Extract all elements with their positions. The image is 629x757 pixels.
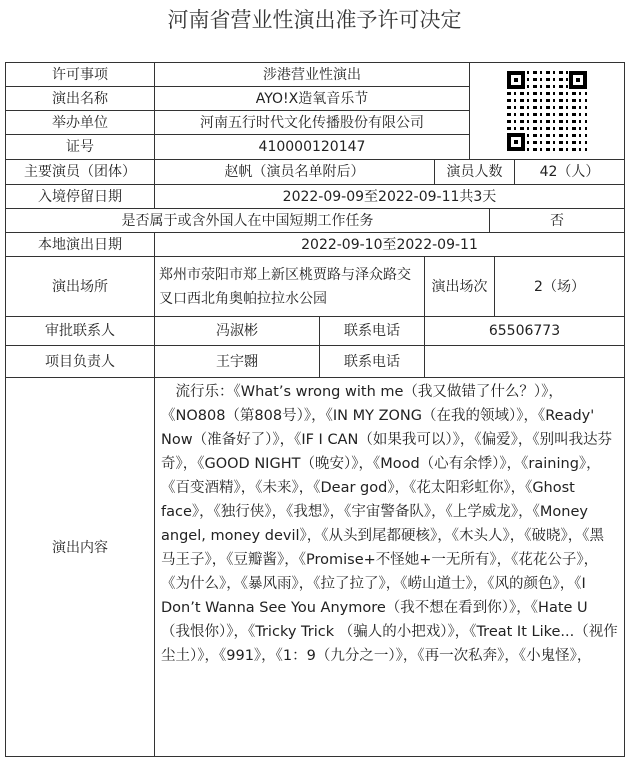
foreign-work-value: 否: [489, 208, 625, 233]
approver-phone-value: 65506773: [424, 316, 625, 346]
content-label: 演出内容: [5, 377, 155, 757]
license-item-label: 许可事项: [5, 62, 155, 87]
main-actors-label: 主要演员（团体）: [5, 159, 155, 185]
project-lead-label: 项目负责人: [5, 345, 155, 378]
license-item-value: 涉港营业性演出: [154, 62, 470, 87]
show-name-label: 演出名称: [5, 86, 155, 111]
cert-no-value: 410000120147: [154, 134, 470, 160]
entry-stay-label: 入境停留日期: [5, 184, 155, 209]
cert-no-label: 证号: [5, 134, 155, 160]
approver-label: 审批联系人: [5, 316, 155, 346]
venue-label: 演出场所: [5, 256, 155, 317]
page-title: 河南省营业性演出准予许可决定: [167, 8, 462, 32]
project-lead-phone-label: 联系电话: [319, 345, 425, 378]
entry-stay-value: 2022-09-09至2022-09-11共3天: [154, 184, 625, 209]
foreign-work-label: 是否属于或含外国人在中国短期工作任务: [5, 208, 490, 233]
actor-count-label: 演员人数: [434, 159, 515, 185]
project-lead-value: 王宇翾: [154, 345, 320, 378]
local-dates-value: 2022-09-10至2022-09-11: [154, 232, 625, 257]
organizer-value: 河南五行时代文化传播股份有限公司: [154, 110, 470, 135]
content-value: 流行乐：《What’s wrong with me（我又做错了什么？）》，《NO808（第808号）》，《IN MY ZONG（在我的领域）》，《Ready' Now（准备好了）》，《IF I CAN（如果我可以）》，《偏爱》，《别叫我达芬奇》，《GOOD NIGHT（晚安）》，《Mood（心有余悸）》，《raining》，《百变酒精》，《未来》，《Dear god》，《花太阳彩虹你》，《Ghost face》，《独行侠》，《我想》，《宇宙警备队》，《上学威龙》，《Money angel, money devil》，《从头到尾都硬核》，《木头人》，《破晓》，《黑马王子》，《豆瓣酱》，《Promise+不怪她+一无所有》，《花花公子》，《为什么》，《暴风雨》，《拉了拉了》，《崂山道士》，《风的颜色》，《I Don’t Wanna See You Anymore（我不想在看到你）》，《Hate U （我恨你）》，《Tricky Trick （骗人的小把戏）》，《Treat It Like...（视作尘土）》，《991》，《1：9（九分之一）》，《再一次私奔》，《小鬼怪》，: [154, 377, 625, 757]
sessions-value: 2（场）: [494, 256, 625, 317]
organizer-label: 举办单位: [5, 110, 155, 135]
local-dates-label: 本地演出日期: [5, 232, 155, 257]
qr-code: [469, 62, 625, 160]
approver-value: 冯淑彬: [154, 316, 320, 346]
sessions-label: 演出场次: [424, 256, 495, 317]
approver-phone-label: 联系电话: [319, 316, 425, 346]
show-name-value: AYO!X造氧音乐节: [154, 86, 470, 111]
venue-value: 郑州市荥阳市郑上新区桃贾路与泽众路交叉口西北角奥帕拉拉水公园: [154, 256, 425, 317]
project-lead-phone-value: [424, 345, 625, 378]
actor-count-value: 42（人）: [514, 159, 625, 185]
main-actors-value: 赵帆（演员名单附后）: [154, 159, 435, 185]
